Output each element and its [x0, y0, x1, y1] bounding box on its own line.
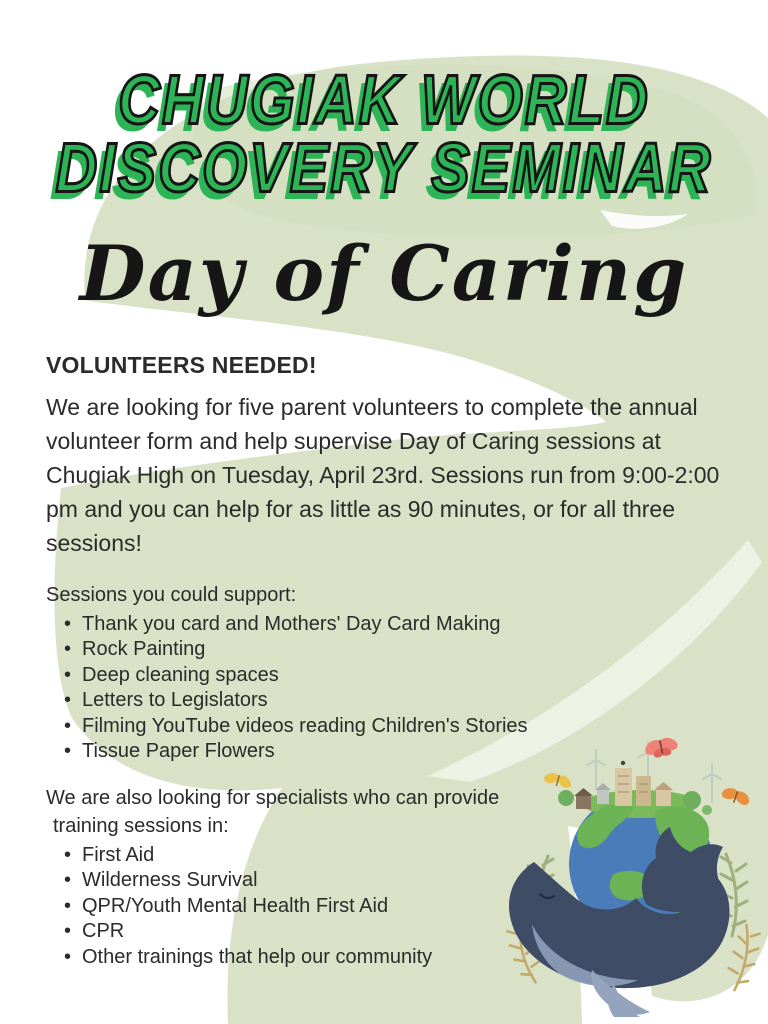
list-item: • QPR/Youth Mental Health First Aid — [64, 894, 432, 919]
title-line-2: DISCOVERY SEMINAR — [55, 129, 713, 208]
list-item: • Tissue Paper Flowers — [64, 739, 528, 764]
training-list — [64, 843, 432, 970]
list-item: • Letters to Legislators — [64, 688, 528, 713]
list-item: • Wilderness Survival — [64, 868, 432, 893]
tree-icon — [558, 790, 574, 806]
butterfly-orange-icon — [718, 782, 754, 809]
tree-icon — [683, 791, 701, 809]
list-item: • Other trainings that help our community — [64, 945, 432, 970]
list-item: • Filming YouTube videos reading Children's Stories — [64, 714, 528, 739]
sessions-list — [64, 612, 528, 764]
tree-icon — [702, 805, 712, 815]
training-intro — [46, 784, 499, 840]
intro-paragraph: We are looking for five parent volunteers to complete the annual volunteer form and help supervise Day of Caring sessions at Chugiak High on Tuesday, April 23rd. Sessions run from 9:00-2:00 pm and you can help for as little as 90 minutes, or for all three sessions! — [46, 394, 720, 556]
title-line-1: CHUGIAK WORLD — [118, 61, 650, 140]
town-on-globe — [558, 742, 721, 815]
list-item: • Thank you card and Mothers' Day Card Making — [64, 612, 528, 637]
whale-earth-illustration — [496, 716, 768, 1018]
subtitle-script: Day of Caring — [79, 229, 689, 318]
list-item: • First Aid — [64, 843, 432, 868]
list-item: • Rock Painting — [64, 637, 528, 662]
fern-right-tan-icon — [724, 923, 763, 993]
sessions-intro: Sessions you could support: — [46, 584, 297, 606]
house-icon — [595, 783, 611, 804]
list-item: • CPR — [64, 919, 432, 944]
butterfly-pink-icon — [641, 733, 682, 762]
volunteers-needed-heading: VOLUNTEERS NEEDED! — [46, 352, 317, 378]
training-intro-line-2: training sessions in: — [53, 815, 229, 837]
list-item: • Deep cleaning spaces — [64, 663, 528, 688]
house-icon — [654, 782, 673, 806]
poster-title — [0, 60, 768, 208]
training-intro-line-1: We are also looking for specialists who can provide — [46, 787, 500, 809]
house-icon — [574, 788, 593, 809]
butterfly-yellow-icon — [541, 768, 575, 792]
bird-icon — [621, 761, 625, 765]
